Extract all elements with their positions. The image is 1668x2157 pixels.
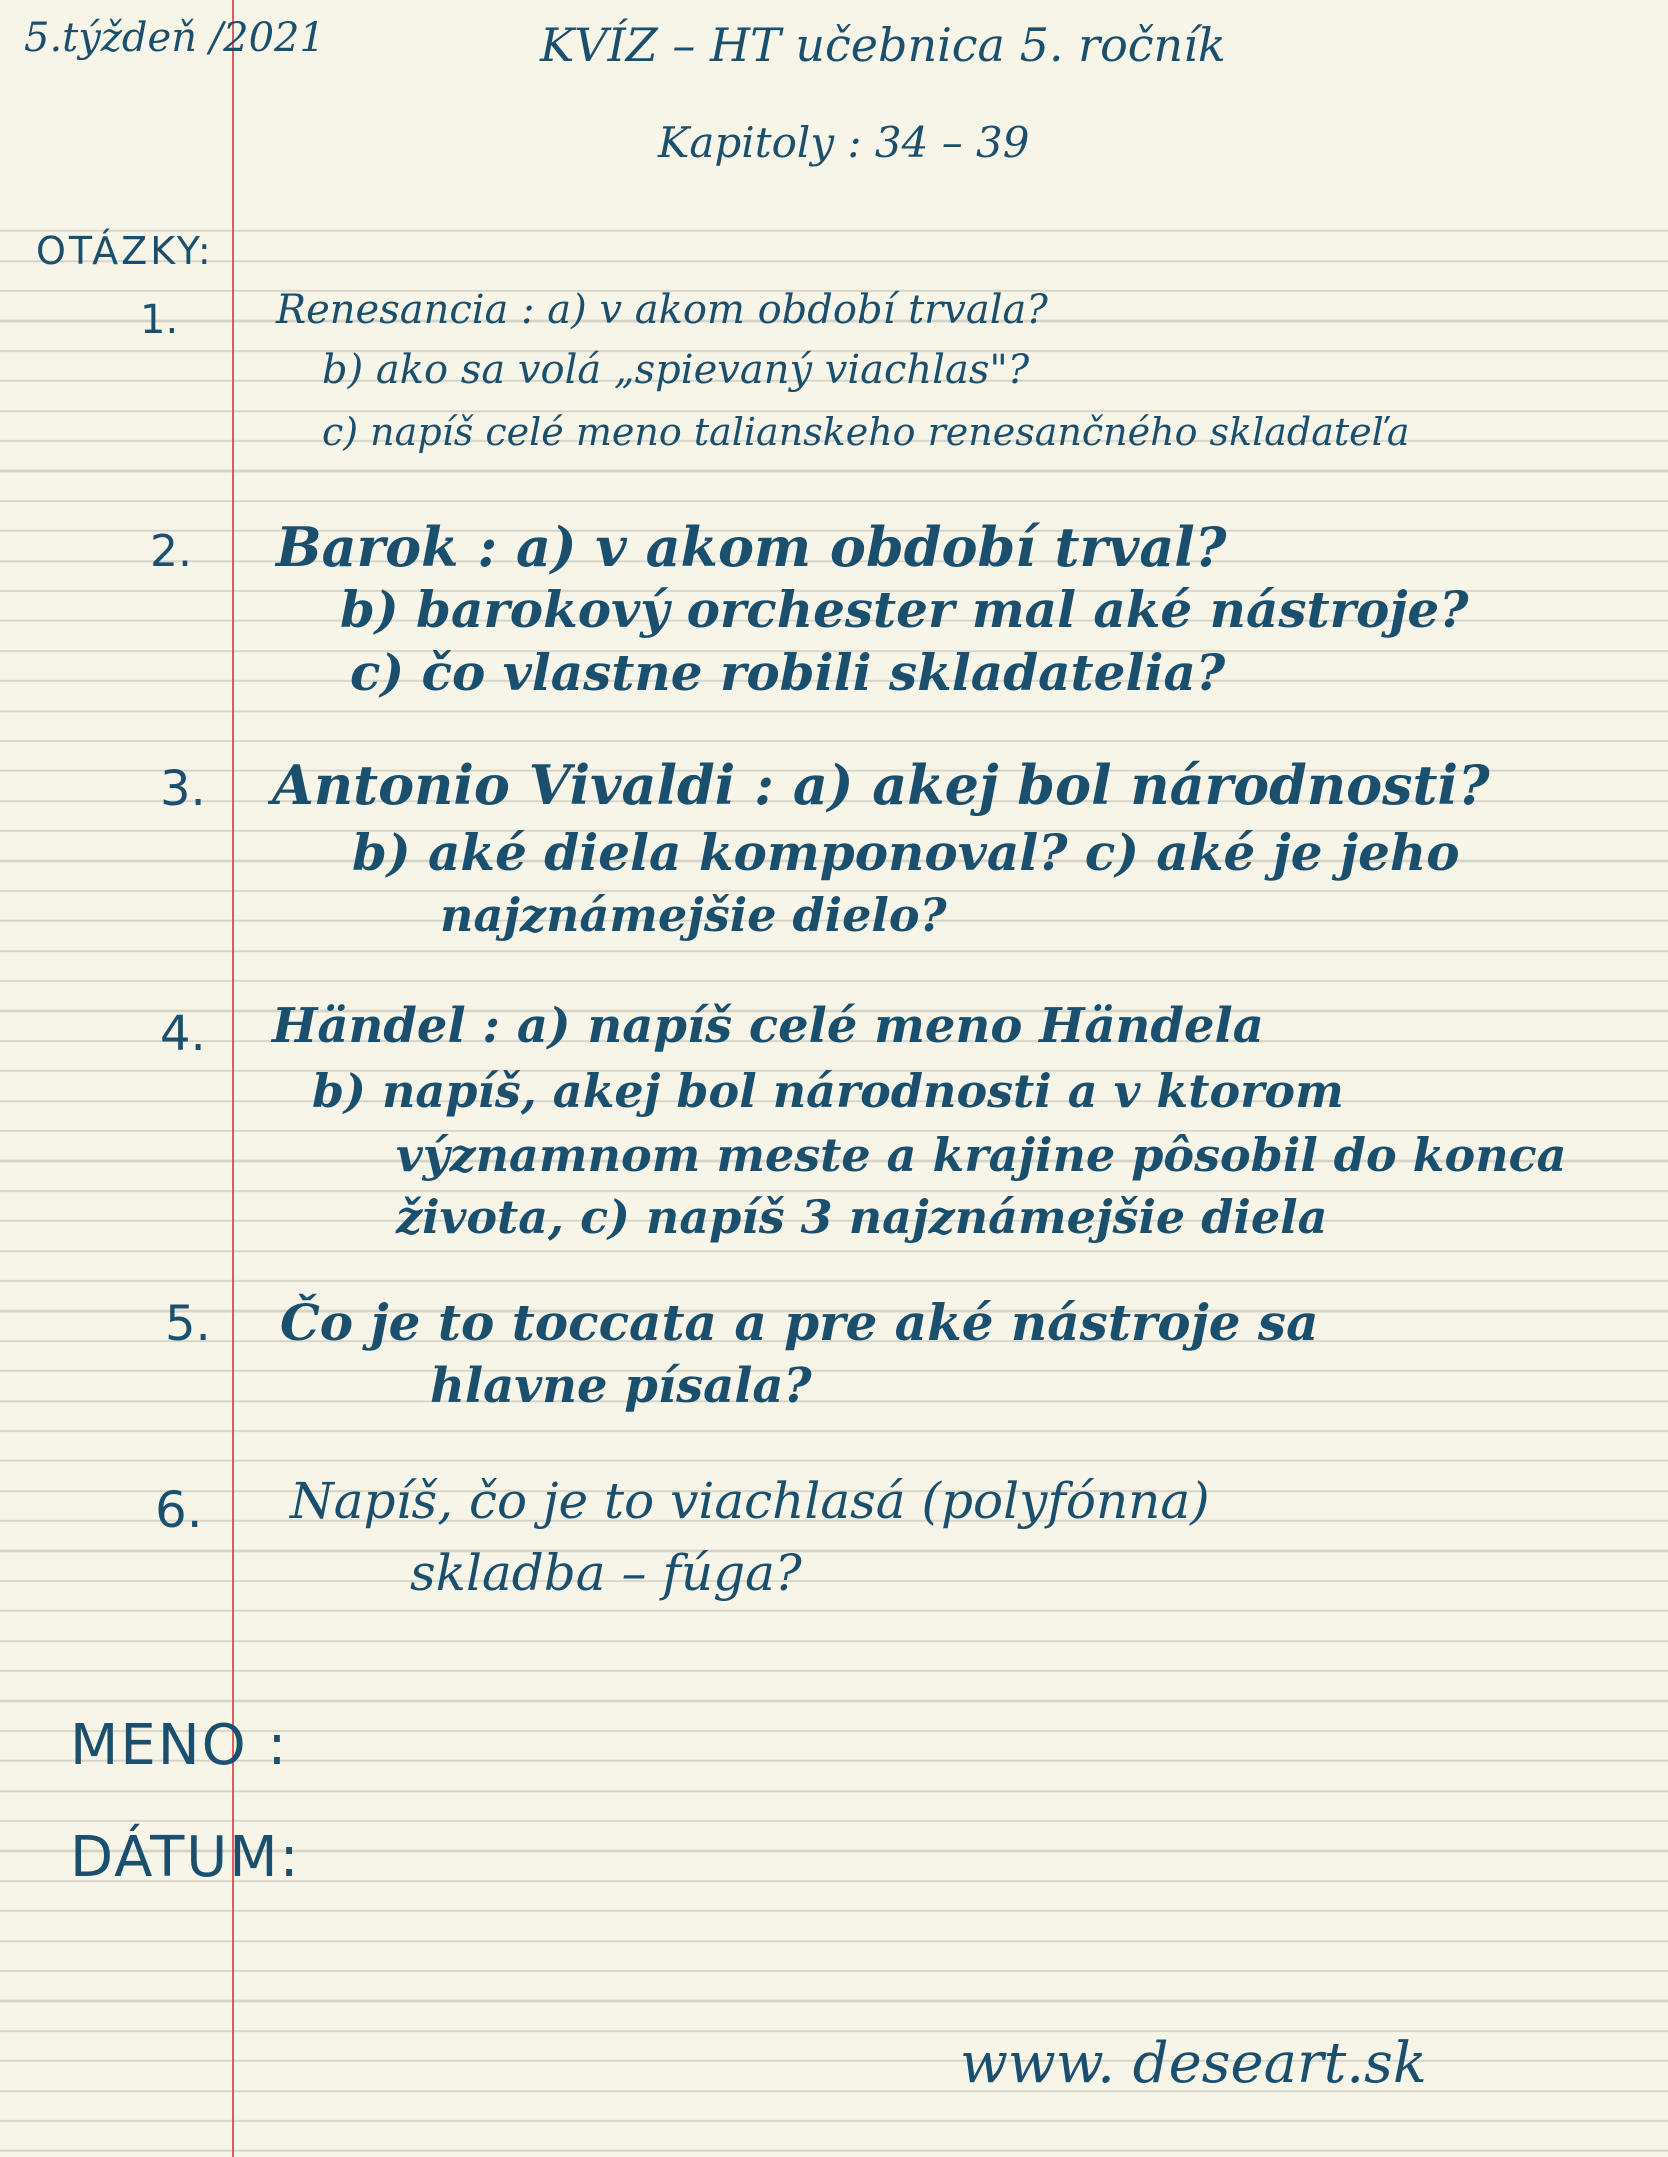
date-label: DÁTUM:: [70, 1825, 301, 1890]
question-line: Händel : a) napíš celé meno Händela: [272, 998, 1264, 1054]
question-line: významnom meste a krajine pôsobil do konca: [396, 1128, 1567, 1182]
question-line: Čo je to toccata a pre aké nástroje sa: [280, 1293, 1319, 1352]
question-line: b) aké diela komponoval? c) aké je jeho: [352, 823, 1460, 882]
name-label: MENO :: [70, 1713, 289, 1778]
question-number: 6.: [155, 1481, 203, 1539]
question-number: 2.: [150, 526, 192, 577]
question-line: c) napíš celé meno talianskeho renesančného skladateľa: [322, 410, 1410, 454]
question-line: Renesancia : a) v akom období trvala?: [276, 287, 1048, 333]
question-number: 3.: [160, 761, 206, 817]
question-number: 1.: [140, 297, 179, 343]
question-line: c) čo vlastne robili skladatelia?: [350, 643, 1226, 702]
question-line: Antonio Vivaldi : a) akej bol národnosti?: [272, 753, 1490, 817]
question-line: b) napíš, akej bol národnosti a v ktorom: [312, 1064, 1344, 1118]
website-label: www. deseart.sk: [960, 2031, 1427, 2096]
week-label: 5.týždeň /2021: [24, 15, 325, 61]
question-line: hlavne písala?: [430, 1358, 812, 1414]
question-line: najznámejšie dielo?: [440, 888, 947, 942]
question-line: skladba – fúga?: [410, 1544, 802, 1602]
question-line: Napíš, čo je to viachlasá (polyfónna): [290, 1472, 1210, 1530]
quiz-title: KVÍZ – HT učebnica 5. ročník: [540, 18, 1226, 72]
question-line: Barok : a) v akom období trval?: [276, 515, 1227, 579]
question-number: 5.: [165, 1296, 211, 1352]
question-line: b) ako sa volá „spievaný viachlas"?: [322, 347, 1030, 393]
question-number: 4.: [160, 1006, 206, 1062]
question-line: života, c) napíš 3 najznámejšie diela: [396, 1190, 1328, 1244]
questions-heading: OTÁZKY:: [36, 229, 214, 273]
question-line: b) barokový orchester mal aké nástroje?: [340, 580, 1469, 639]
chapters-label: Kapitoly : 34 – 39: [658, 118, 1030, 167]
